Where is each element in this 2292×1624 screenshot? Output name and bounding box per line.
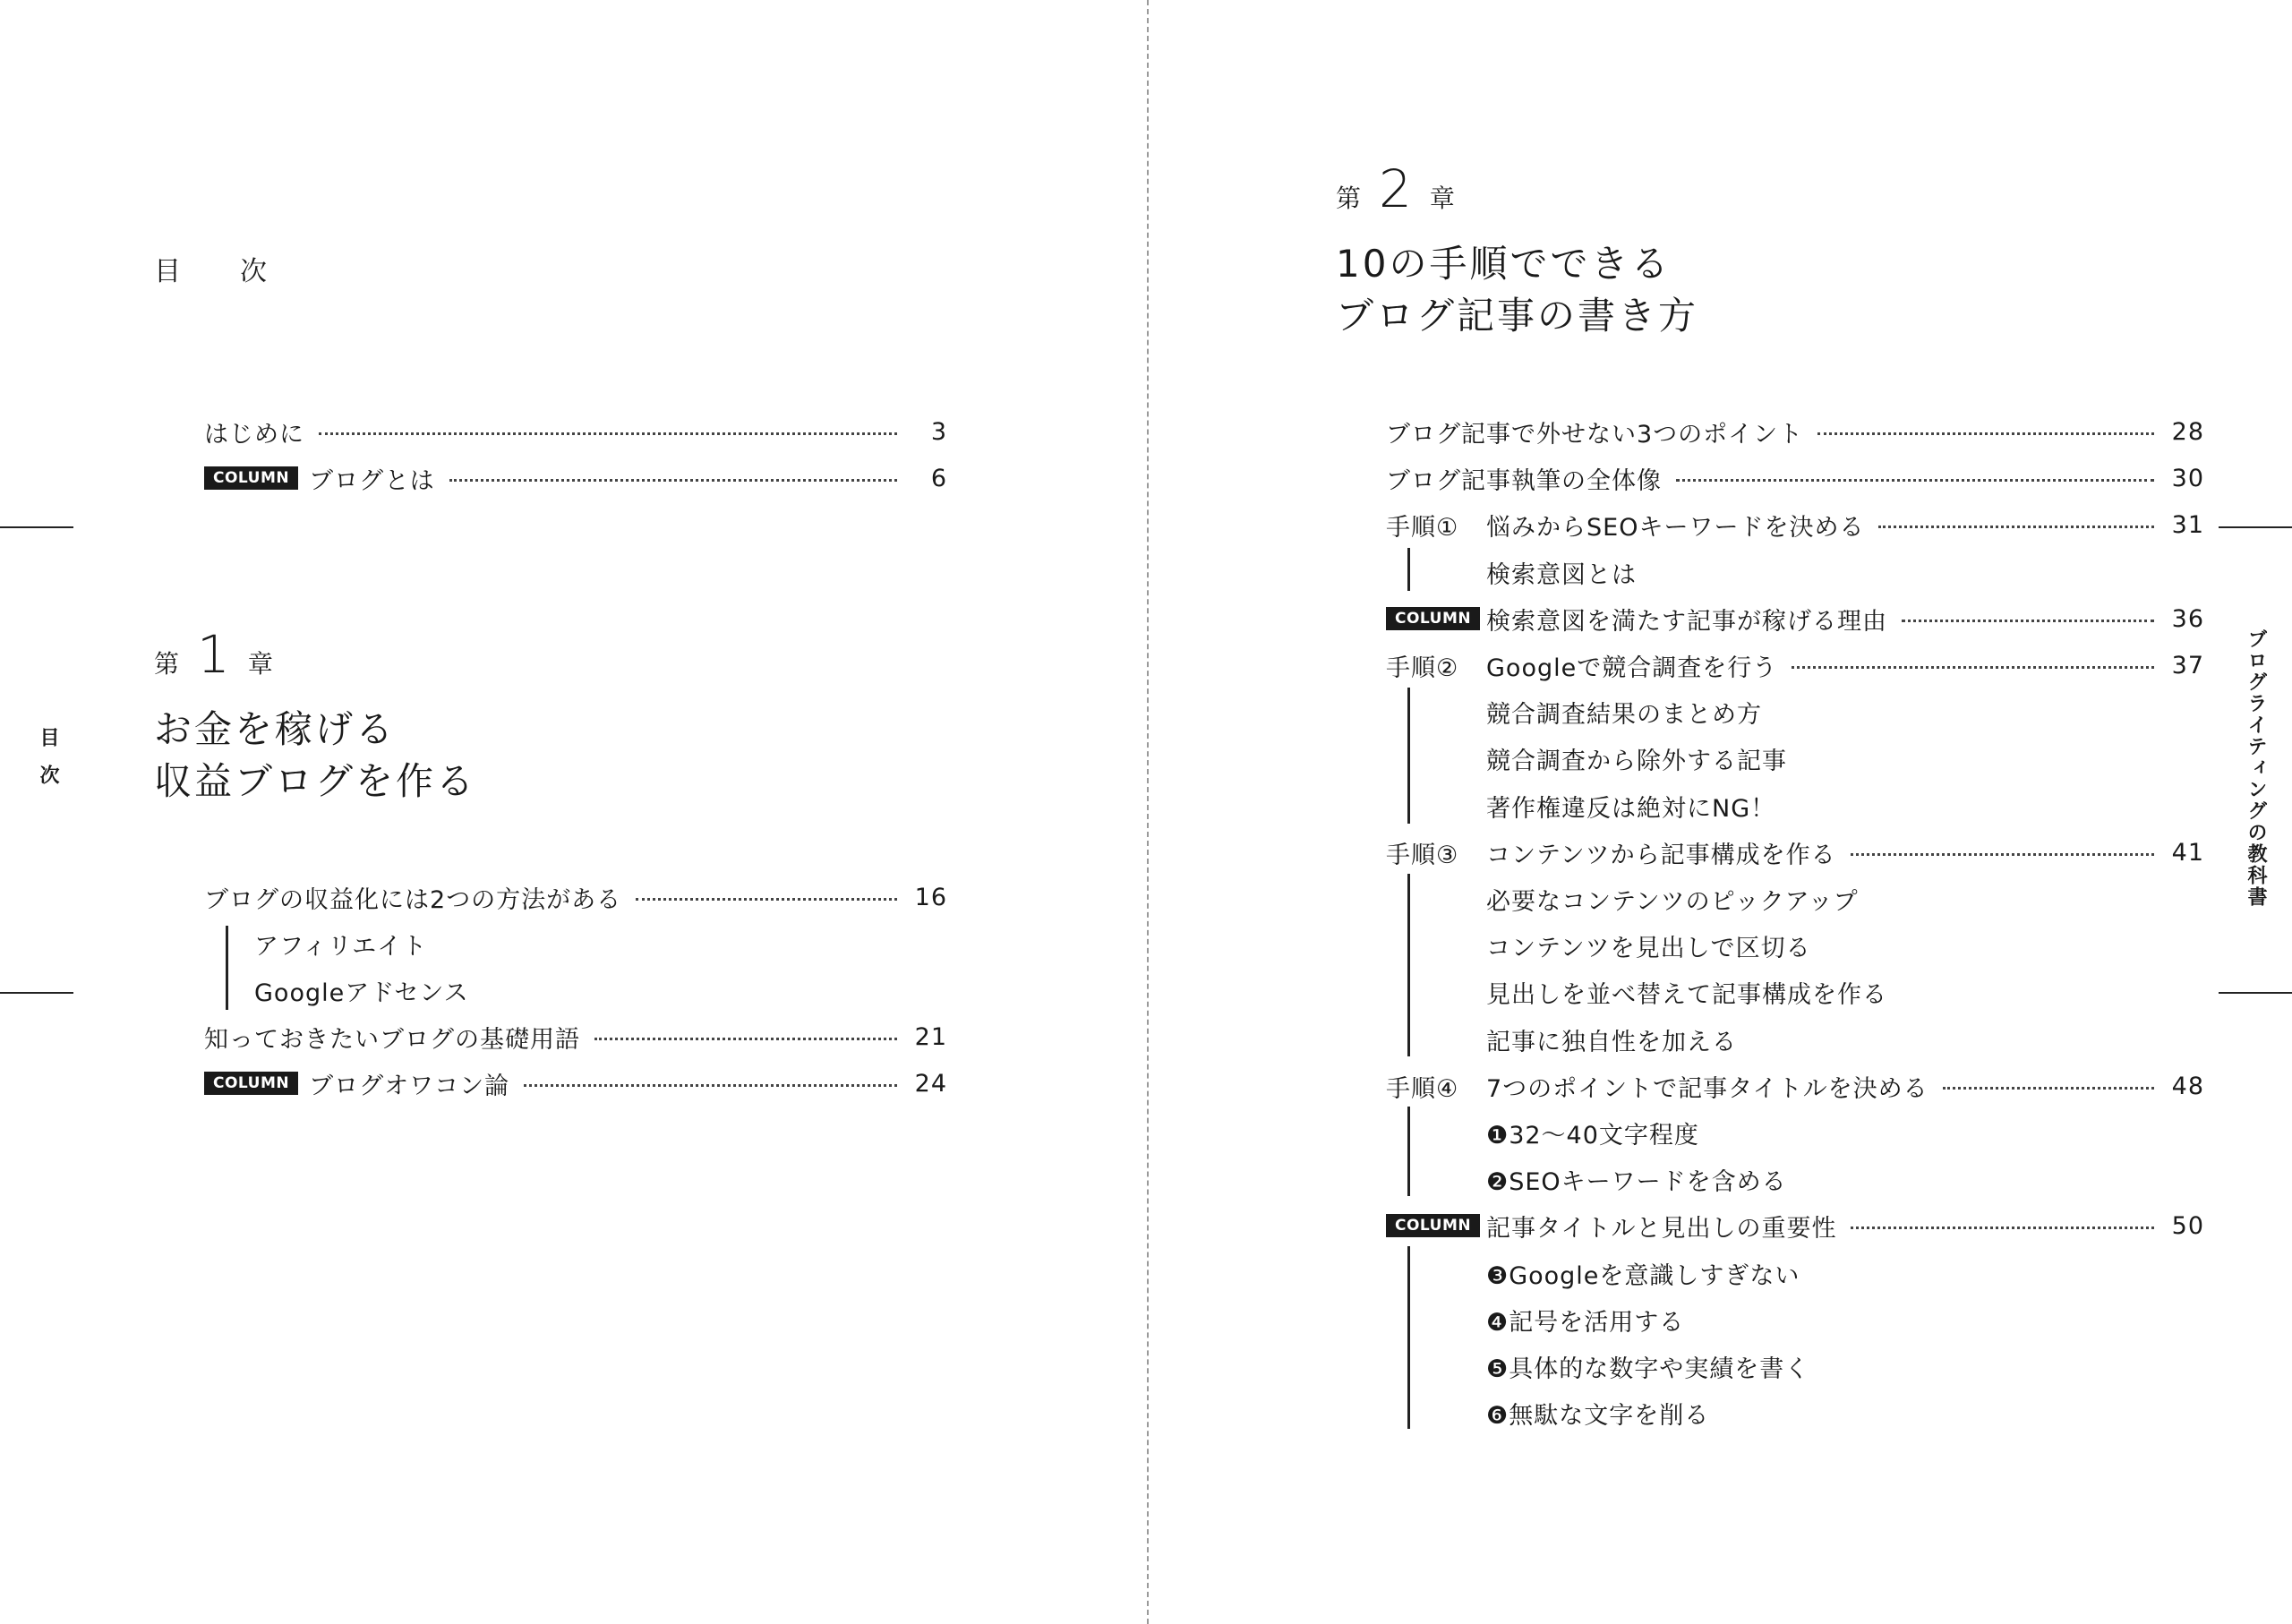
toc-subentry[interactable] <box>1386 876 2204 922</box>
leader-dots <box>1902 620 2154 622</box>
entry-title: Googleで競合調査を行う <box>1486 654 1778 682</box>
chapter-label <box>154 624 273 685</box>
entry-page-number: 30 <box>2171 464 2204 492</box>
leader-dots <box>1792 666 2154 669</box>
toc-entry[interactable] <box>204 408 947 455</box>
toc-entry[interactable] <box>1386 408 2204 455</box>
entry-title: ブログとは <box>309 466 435 495</box>
entry-title: 必要なコンテンツのピックアップ <box>1486 887 1859 916</box>
toc-subentry[interactable] <box>1386 1109 2204 1156</box>
leader-dots <box>1943 1087 2154 1090</box>
step-prefix: 手順② <box>1386 654 1459 682</box>
chapter-title-line: ブログ記事の書き方 <box>1336 294 1699 338</box>
entry-page-number: 24 <box>914 1069 947 1098</box>
entry-page-number: 16 <box>914 883 947 911</box>
chapter-label <box>1336 158 1455 219</box>
chapter-title <box>154 704 476 808</box>
toc-entry[interactable] <box>1386 642 2204 688</box>
entry-page-number: 36 <box>2171 604 2204 633</box>
column-badge: COLUMN <box>204 1072 298 1095</box>
badge-slot <box>1386 1214 1486 1237</box>
toc-subentry[interactable] <box>254 920 881 967</box>
toc-subentry[interactable] <box>1386 1156 2204 1202</box>
chapter-number: 1 <box>197 624 230 685</box>
column-badge: COLUMN <box>204 466 298 490</box>
entry-title: ブログ記事執筆の全体像 <box>1386 466 1662 495</box>
subsection-bar <box>226 926 228 1010</box>
toc-entry[interactable] <box>204 1060 947 1107</box>
entry-title: 検索意図を満たす記事が稼げる理由 <box>1486 607 1887 636</box>
column-badge: COLUMN <box>1386 607 1480 630</box>
crop-mark <box>0 526 73 528</box>
entry-title: Googleアドセンス <box>254 979 469 1007</box>
chapter-title <box>1336 238 1698 342</box>
chapter-label-pre: 第 <box>1336 184 1362 213</box>
entry-title: 7つのポイントで記事タイトルを決める <box>1486 1074 1929 1103</box>
toc-entry[interactable] <box>204 455 947 501</box>
toc-entry[interactable] <box>1386 829 2204 876</box>
entry-title: コンテンツから記事構成を作る <box>1486 841 1836 869</box>
step-prefix: 手順③ <box>1386 841 1459 869</box>
toc-heading: 目 次 <box>154 256 283 287</box>
entry-title: 競合調査から除外する記事 <box>1486 747 1787 775</box>
entry-title: ブログオワコン論 <box>309 1072 510 1100</box>
entry-page-number: 50 <box>2171 1211 2204 1240</box>
chapter-label-pre: 第 <box>154 649 180 679</box>
chapter-number: 2 <box>1379 158 1412 219</box>
toc-subentry[interactable] <box>1386 1016 2204 1063</box>
entry-title: ❻無駄な文字を削る <box>1486 1401 1710 1430</box>
leader-dots <box>594 1038 897 1040</box>
leader-dots <box>1676 479 2154 482</box>
entry-title: はじめに <box>204 420 304 449</box>
leader-dots <box>319 432 897 435</box>
entry-title: 記事に独自性を加える <box>1486 1028 1737 1056</box>
toc-entry[interactable] <box>1386 455 2204 501</box>
toc-entry[interactable] <box>1386 1063 2204 1109</box>
toc-entry[interactable] <box>1386 595 2204 642</box>
entry-page-number: 21 <box>914 1022 947 1051</box>
entry-title: ❷SEOキーワードを含める <box>1486 1167 1787 1196</box>
entry-title: 著作権違反は絶対にNG！ <box>1486 794 1776 823</box>
crop-mark <box>0 992 73 994</box>
leader-dots <box>524 1084 897 1087</box>
column-badge: COLUMN <box>1386 1214 1480 1237</box>
entry-page-number: 48 <box>2171 1072 2204 1100</box>
badge-slot <box>1386 607 1486 630</box>
leader-dots <box>636 898 897 901</box>
entry-title: 検索意図とは <box>1486 560 1637 589</box>
toc-subentry[interactable] <box>1386 688 2204 735</box>
leader-dots <box>1851 1227 2154 1229</box>
chapter-label-post: 章 <box>247 649 273 679</box>
toc-subentry[interactable] <box>1386 1296 2204 1343</box>
toc-entry[interactable] <box>1386 501 2204 548</box>
leader-dots <box>1878 526 2154 528</box>
toc-subentry[interactable] <box>1386 549 2204 595</box>
entry-title: ❶32〜40文字程度 <box>1486 1121 1699 1150</box>
entry-title: ブログの収益化には2つの方法がある <box>204 885 622 914</box>
chapter-title-line: 収益ブログを作る <box>154 759 477 803</box>
crop-mark <box>2219 526 2292 528</box>
entry-page-number: 6 <box>930 464 947 492</box>
entry-title: アフィリエイト <box>254 932 428 961</box>
toc-subentry[interactable] <box>1386 969 2204 1015</box>
toc-entry[interactable] <box>204 1013 947 1060</box>
chapter-title-line: お金を稼げる <box>154 707 397 751</box>
entry-title: ❺具体的な数字や実績を書く <box>1486 1355 1810 1383</box>
chapter-title-line: 10の手順でできる <box>1336 242 1672 286</box>
toc-subentry[interactable] <box>1386 735 2204 782</box>
toc-subentry[interactable] <box>1386 1389 2204 1436</box>
toc-entry[interactable] <box>204 874 947 920</box>
right-page <box>1148 0 2292 1624</box>
side-tab-label: 目次 <box>37 727 59 802</box>
entry-title: ❸Googleを意識しすぎない <box>1486 1261 1800 1290</box>
entry-title: 競合調査結果のまとめ方 <box>1486 700 1762 729</box>
entry-title: 記事タイトルと見出しの重要性 <box>1486 1214 1837 1243</box>
entry-title: 見出しを並べ替えて記事構成を作る <box>1486 980 1887 1009</box>
chapter-label-post: 章 <box>1429 184 1455 213</box>
step-prefix: 手順① <box>1386 513 1459 542</box>
entry-page-number: 37 <box>2171 651 2204 680</box>
toc-subentry[interactable] <box>1386 782 2204 829</box>
entry-title: 悩みからSEOキーワードを決める <box>1486 513 1865 542</box>
entry-title: 知っておきたいブログの基礎用語 <box>204 1025 580 1054</box>
step-prefix: 手順④ <box>1386 1074 1459 1103</box>
entry-title: ブログ記事で外せない3つのポイント <box>1386 420 1804 449</box>
toc-subentry[interactable] <box>1386 1343 2204 1389</box>
toc-subentry[interactable] <box>1386 1250 2204 1296</box>
entry-title: ❹記号を活用する <box>1486 1308 1685 1337</box>
entry-page-number: 3 <box>930 417 947 446</box>
entry-title: コンテンツを見出しで区切る <box>1486 934 1811 962</box>
entry-page-number: 28 <box>2171 417 2204 446</box>
leader-dots <box>1851 853 2154 856</box>
leader-dots <box>449 479 897 482</box>
side-tab-label: ブログライティングの教科書 <box>2245 628 2267 908</box>
toc-entry[interactable] <box>1386 1202 2204 1249</box>
toc-subentry[interactable] <box>254 967 881 1013</box>
entry-page-number: 41 <box>2171 838 2204 867</box>
crop-mark <box>2219 992 2292 994</box>
toc-subentry[interactable] <box>1386 922 2204 969</box>
entry-page-number: 31 <box>2171 510 2204 539</box>
leader-dots <box>1817 432 2154 435</box>
